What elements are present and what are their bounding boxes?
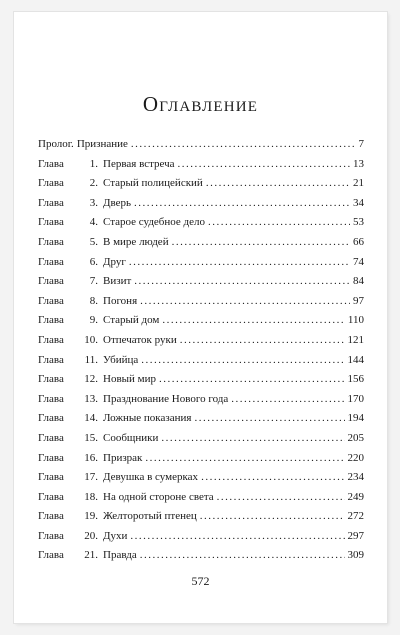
chapter-word: Глава [38, 353, 64, 366]
chapter-number: 16. [84, 451, 98, 464]
chapter-page: 156 [347, 373, 364, 386]
chapter-page: 74 [353, 255, 364, 268]
dot-leader [129, 253, 350, 273]
chapter-number: 15. [84, 431, 98, 444]
chapter-number: 17. [84, 471, 98, 484]
chapter-page: 121 [347, 333, 364, 346]
chapter-title: Убийца [103, 353, 139, 366]
chapter-title: Старый дом [103, 314, 160, 327]
toc-row-chapter [38, 527, 364, 547]
chapter-number: 10. [84, 333, 98, 346]
chapter-number: 13. [84, 392, 98, 405]
toc-row-chapter [38, 449, 364, 469]
chapter-page: 13 [353, 157, 364, 170]
chapter-page: 272 [347, 510, 364, 523]
chapter-word: Глава [38, 235, 64, 248]
toc-row-chapter [38, 507, 364, 527]
chapter-number: 8. [89, 294, 98, 307]
chapter-number: 20. [84, 529, 98, 542]
chapter-title: Духи [103, 529, 128, 542]
chapter-number: 21. [84, 549, 98, 562]
chapter-title: Визит [103, 275, 132, 288]
chapter-word: Глава [38, 549, 64, 562]
prologue-label: Пролог. [38, 138, 74, 150]
dot-leader [141, 351, 344, 371]
chapter-word: Глава [38, 275, 64, 288]
chapter-word: Глава [38, 314, 64, 327]
chapter-number: 9. [89, 314, 98, 327]
chapter-word: Глава [38, 157, 64, 170]
toc-row-chapter [38, 488, 364, 508]
chapter-number: 3. [89, 196, 98, 209]
dot-leader [194, 409, 344, 429]
chapter-page: 297 [347, 529, 364, 542]
chapter-title: Отпечаток руки [103, 333, 177, 346]
chapter-page: 110 [347, 314, 364, 327]
dot-leader [159, 370, 344, 390]
chapter-word: Глава [38, 451, 64, 464]
chapter-page: 21 [353, 177, 364, 190]
chapter-title: Старое судебное дело [103, 216, 206, 229]
dot-leader [161, 429, 344, 449]
toc-title: Оглавление [142, 92, 259, 116]
chapter-page: 234 [347, 471, 364, 484]
chapter-number: 12. [84, 373, 98, 386]
chapter-word: Глава [38, 471, 64, 484]
dot-leader [172, 233, 350, 253]
chapter-title: Призрак [103, 451, 143, 464]
toc-row-prologue [38, 135, 364, 155]
toc-row-chapter [38, 213, 364, 233]
dot-leader [217, 488, 345, 508]
chapter-page: 144 [347, 353, 364, 366]
dot-leader [206, 174, 350, 194]
dot-leader [134, 272, 350, 292]
chapter-number: 7. [89, 275, 98, 288]
toc-row-chapter [38, 292, 364, 312]
toc-list [38, 135, 364, 566]
chapter-word: Глава [38, 216, 64, 229]
chapter-title: Старый полицейский [103, 177, 203, 190]
prologue-title: Признание [76, 138, 128, 150]
dot-leader [180, 331, 345, 351]
chapter-word: Глава [38, 412, 64, 425]
dot-leader [130, 527, 344, 547]
page-number: 572 [191, 574, 210, 588]
chapter-page: 34 [353, 196, 364, 209]
chapter-page: 194 [347, 412, 364, 425]
chapter-number: 5. [89, 235, 98, 248]
toc-row-chapter [38, 429, 364, 449]
dot-leader [208, 213, 350, 233]
toc-row-chapter [38, 272, 364, 292]
chapter-page: 84 [353, 275, 364, 288]
chapter-number: 1. [89, 157, 98, 170]
chapter-title: Новый мир [103, 373, 157, 386]
toc-row-chapter [38, 155, 364, 175]
chapter-number: 11. [84, 353, 98, 366]
toc-row-chapter [38, 311, 364, 331]
dot-leader [134, 194, 350, 214]
toc-row-chapter [38, 546, 364, 566]
toc-row-chapter [38, 194, 364, 214]
chapter-number: 19. [84, 510, 98, 523]
chapter-word: Глава [38, 510, 64, 523]
chapter-page: 53 [353, 216, 364, 229]
dot-leader [140, 546, 345, 566]
chapter-number: 6. [89, 255, 98, 268]
chapter-word: Глава [38, 333, 64, 346]
chapter-page: 205 [347, 431, 364, 444]
chapter-word: Глава [38, 392, 64, 405]
chapter-title: В мире людей [103, 235, 169, 248]
chapter-page: 170 [347, 392, 364, 405]
chapter-title: Погоня [103, 294, 138, 307]
chapter-number: 18. [84, 490, 98, 503]
toc-row-chapter [38, 370, 364, 390]
chapter-number: 14. [84, 412, 98, 425]
chapter-word: Глава [38, 294, 64, 307]
chapter-title: На одной стороне света [103, 490, 214, 503]
chapter-title: Правда [103, 549, 137, 562]
chapter-number: 4. [89, 216, 98, 229]
toc-row-chapter [38, 351, 364, 371]
chapter-word: Глава [38, 177, 64, 190]
chapter-number: 2. [89, 177, 98, 190]
book-page [14, 12, 387, 623]
dot-leader [231, 390, 344, 410]
dot-leader [200, 507, 345, 527]
chapter-word: Глава [38, 373, 64, 386]
dot-leader [162, 311, 345, 331]
chapter-word: Глава [38, 255, 64, 268]
chapter-title: Дверь [103, 196, 132, 209]
toc-row-chapter [38, 390, 364, 410]
chapter-title: Друг [103, 255, 126, 268]
chapter-title: Празднование Нового года [103, 392, 229, 405]
chapter-word: Глава [38, 490, 64, 503]
chapter-word: Глава [38, 431, 64, 444]
toc-row-chapter [38, 409, 364, 429]
chapter-page: 66 [353, 235, 364, 248]
dot-leader [201, 468, 344, 488]
chapter-word: Глава [38, 529, 64, 542]
chapter-title: Первая встреча [103, 157, 175, 170]
chapter-page: 309 [347, 549, 364, 562]
toc-row-chapter [38, 331, 364, 351]
toc-row-chapter [38, 233, 364, 253]
chapter-page: 220 [347, 451, 364, 464]
chapter-title: Сообщники [103, 431, 159, 444]
chapter-page: 97 [353, 294, 364, 307]
chapter-title: Ложные показания [103, 412, 192, 425]
chapter-title: Девушка в сумерках [103, 471, 199, 484]
dot-leader [140, 292, 350, 312]
toc-row-chapter [38, 468, 364, 488]
dot-leader [145, 449, 344, 469]
chapter-title: Желторотый птенец [103, 510, 197, 523]
toc-row-chapter [38, 174, 364, 194]
chapter-word: Глава [38, 196, 64, 209]
prologue-page: 7 [358, 138, 364, 150]
dot-leader [131, 135, 356, 155]
toc-row-chapter [38, 253, 364, 273]
dot-leader [178, 155, 350, 175]
chapter-page: 249 [347, 490, 364, 503]
